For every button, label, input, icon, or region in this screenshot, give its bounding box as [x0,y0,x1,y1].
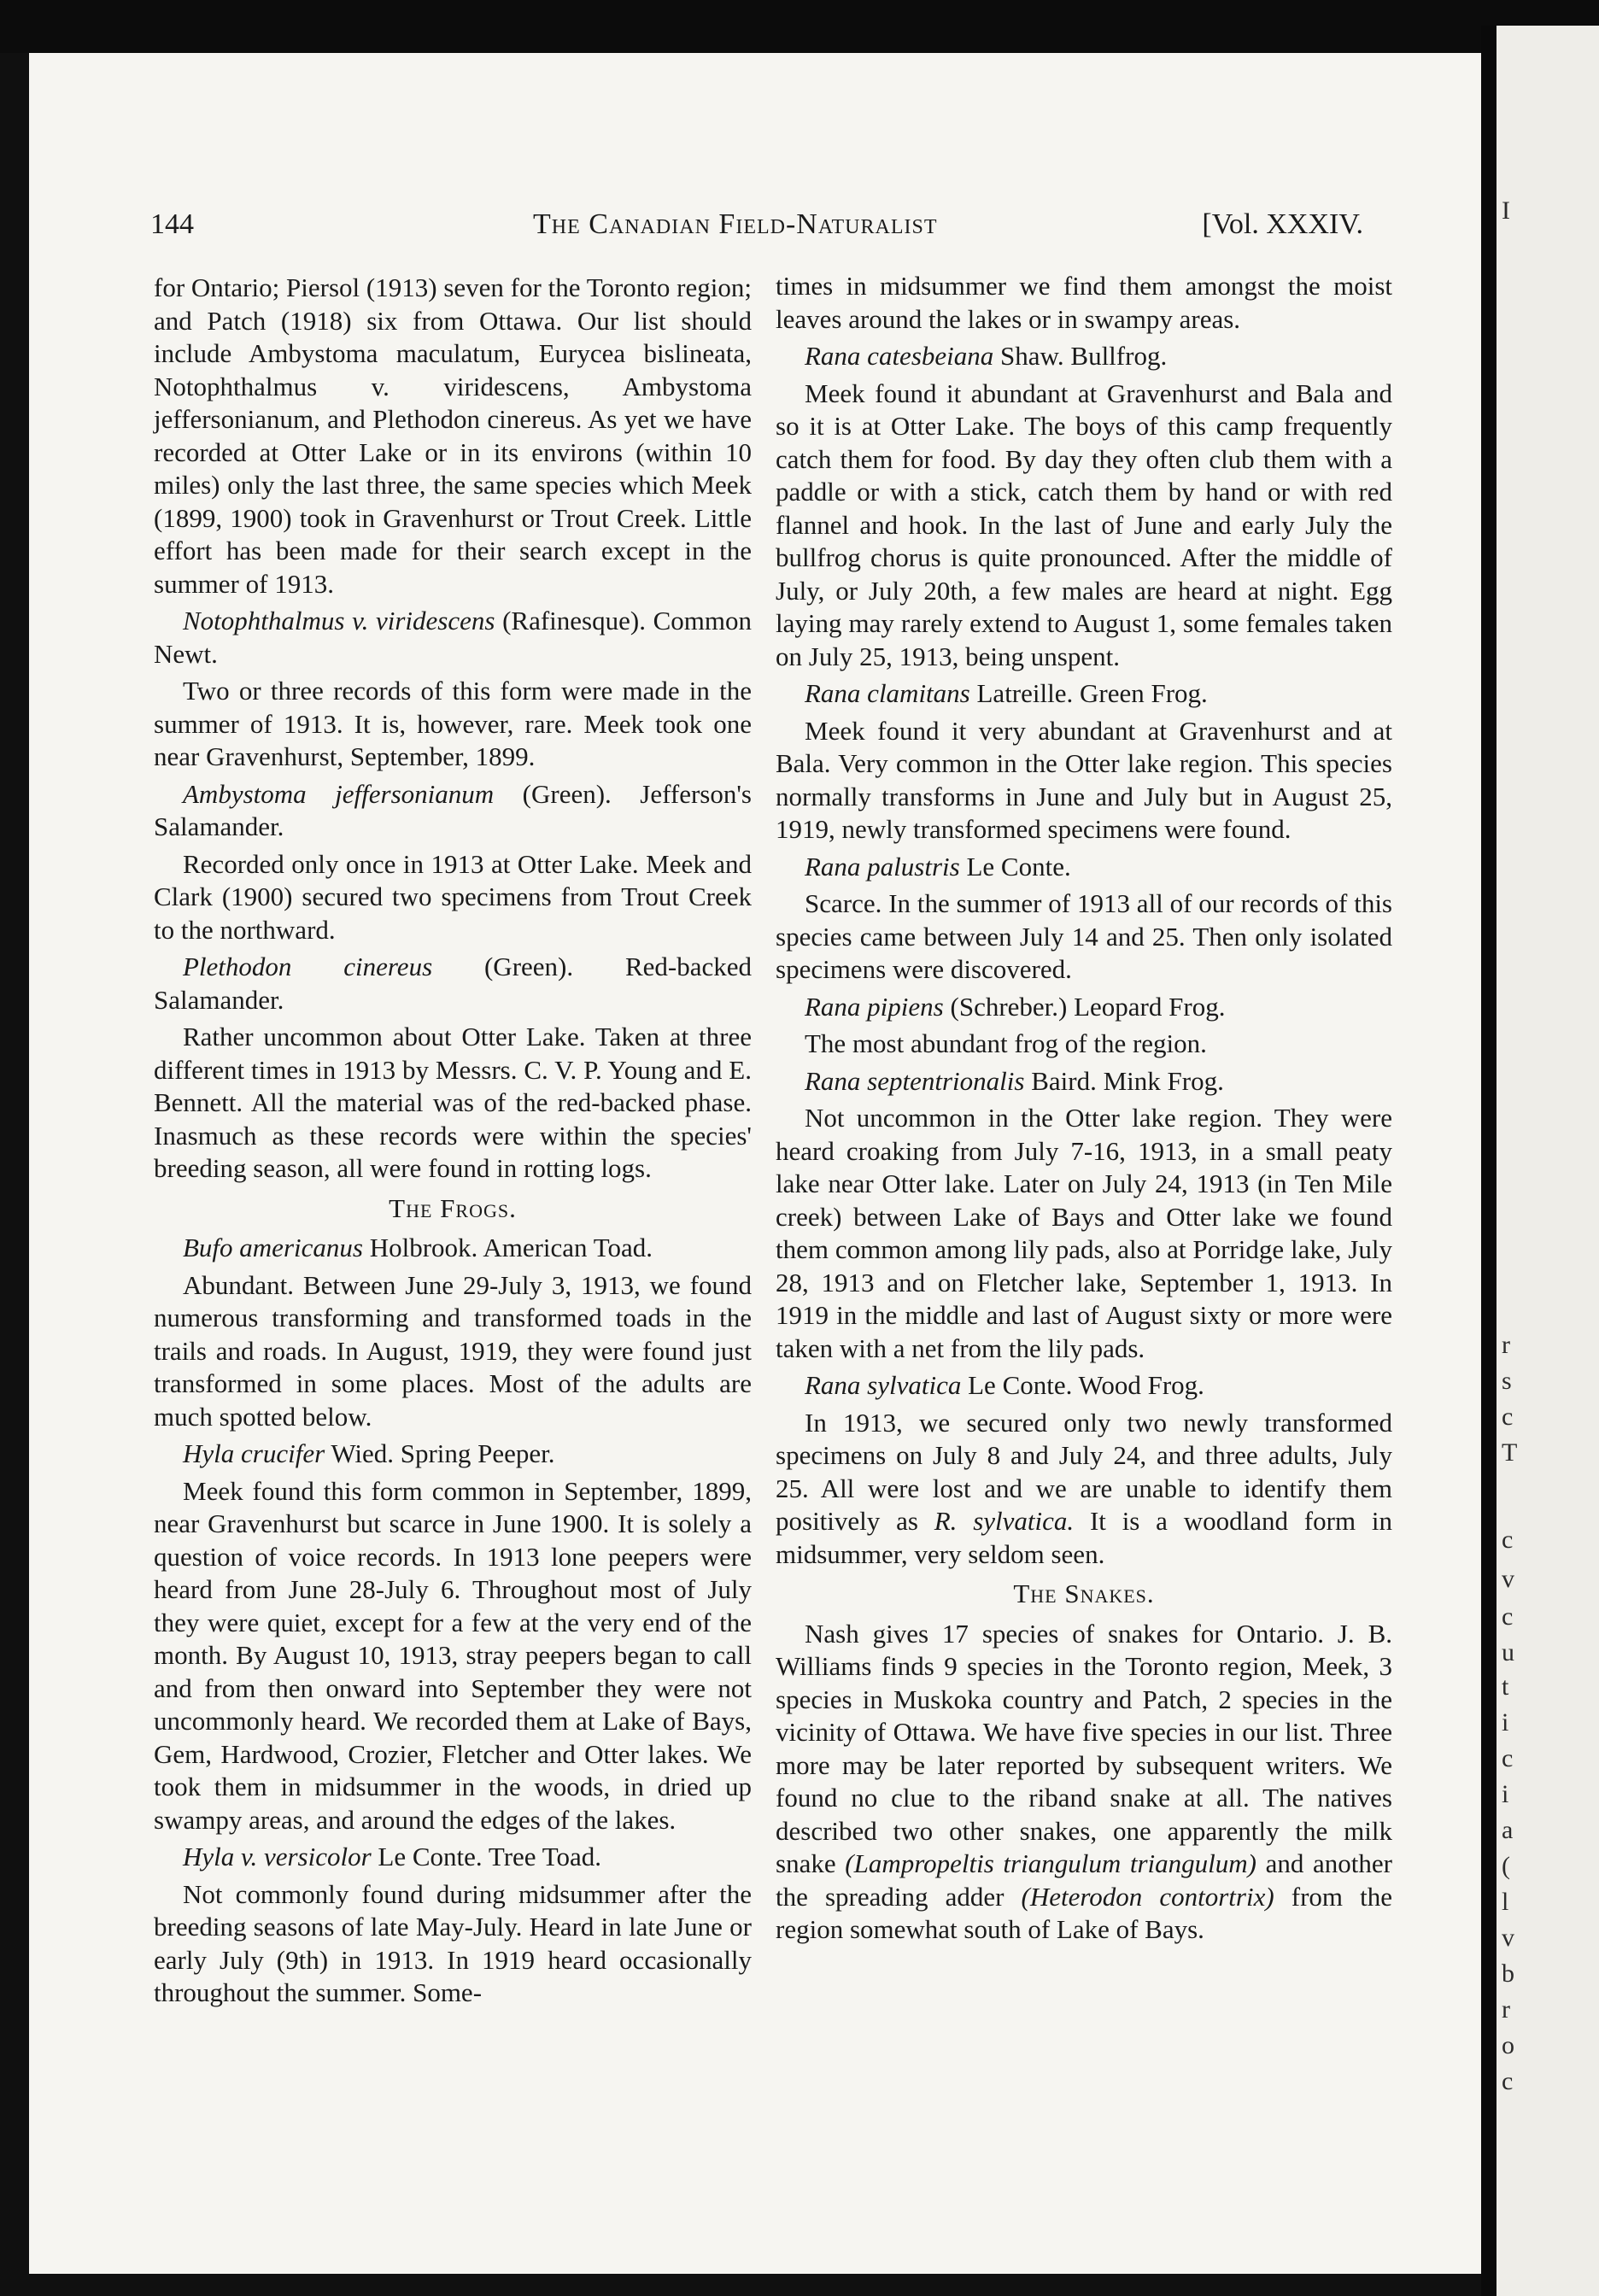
text-run: from the region somewhat south of Lake of Bays. [776,1881,1392,1944]
paragraph: Not uncommon in the Otter lake region. They were heard croaking from July 7-16, 1913, in a small peaty lake near Otter lake. Later on July 24, 1913 (in Ten Mile creek) between Lake of Bays and Otter lake we found them common among lily pads, also at Porridge lake, July 28, 1913 and on Fletcher lake, September 1, 1913. In 1919 in the middle and last of August sixty or more were taken with a net from the lily pads. [776,1103,1392,1363]
paragraph: Rather uncommon about Otter Lake. Taken at three different times in 1913 by Messrs. C. V. P. Young and E. Bennett. All the material was of the red-backed phase. Inasmuch as these records were within the species' breeding season, all were found in rotting logs. [154,1022,752,1183]
adjacent-page-letter: b [1502,1959,1514,1988]
species-name: Plethodon cinereus [183,952,433,981]
adjacent-page-letter: v [1502,1565,1514,1593]
paragraph: The most abundant frog of the region. [805,1028,1207,1058]
species-heading [776,677,1392,711]
scan-border-top [0,0,1599,53]
species-heading [154,1438,752,1471]
text-run: It is a woodland form in midsummer, very seldom seen. [776,1506,1392,1569]
journal-title [533,208,938,241]
adjacent-page-letter: u [1502,1638,1514,1666]
paragraph: Recorded only once in 1913 at Otter Lake. Meek and Clark (1900) secured two specimens from Trout Creek to the northward. [154,848,752,945]
adjacent-page-letter: o [1502,2031,1514,2059]
paragraph: for Ontario; Piersol (1913) seven for the Toronto region; and Patch (1918) six from Ottawa. Our list should include Ambystoma maculatum, Eurycea bislineata, Notophthalmus v. viridescens, Ambystoma jeffersonianum, and Plethodon cinereus. As yet we have recorded at Otter Lake or in its environs (within 10 miles) only the last three, the same species which Meek (1899, 1900) took in Gravenhurst or Trout Creek. Little effort has been made for their search except in the summer of 1913. [154,272,752,599]
species-heading [776,340,1392,373]
paragraph: times in midsummer we find them amongst the moist leaves around the lakes or in swampy areas. [776,271,1392,334]
species-authority: Holbrook. American Toad. [369,1233,653,1262]
species-name: Rana sylvatica [805,1370,962,1400]
volume-label: [Vol. XXXIV. [1202,208,1363,240]
page-number: 144 [150,208,194,240]
adjacent-page-letter: i [1502,1780,1509,1808]
species-authority: Latreille. Green Frog. [976,678,1208,708]
species-heading [154,605,752,671]
species-heading [154,1841,752,1874]
species-name: Rana palustris [805,851,960,882]
paragraph [776,1618,1392,1947]
adjacent-page-letter: r [1502,1331,1510,1359]
adjacent-page-letter: c [1502,1744,1514,1772]
species-name-inline: R. sylvatica. [934,1506,1075,1536]
adjacent-page-letter: s [1502,1367,1512,1395]
paragraph [776,1407,1392,1572]
species-heading [776,991,1392,1024]
adjacent-page-letter: r [1502,1995,1510,2024]
adjacent-page-letter: I [1502,196,1510,225]
adjacent-page-letter: i [1502,1708,1509,1737]
species-heading [776,1065,1392,1098]
section-heading-snakes: The Snakes. [1013,1578,1155,1608]
adjacent-page-letter: ( [1502,1852,1510,1880]
species-name: Notophthalmus v. viridescens [183,606,495,636]
adjacent-page-letter: c [1502,1526,1514,1554]
paragraph: Meek found it abundant at Gravenhurst and Bala and so it is at Otter Lake. The boys of this camp frequently catch them for food. By day they often club them with a paddle or with a stick, catch them by hand or with red flannel and hook. In the last of June and early July the bullfrog chorus is quite pronounced. After the middle of July, or July 20th, a few males are heard at night. Egg laying may rarely extend to August 1, some females taken on July 25, 1913, being unspent. [776,378,1392,671]
species-authority: Le Conte. Wood Frog. [968,1370,1204,1400]
paragraph: Meek found this form common in September, 1899, near Gravenhurst but scarce in June 1900. It is solely a question of voice records. In 1913 lone peepers were heard from June 28-July 6. Throughout most of July they were quiet, except for a few at the very end of the month. By August 10, 1913, stray peepers began to call and from then onward into September they were not uncommonly heard. We recorded them at Lake of Bays, Gem, Hardwood, Crozier, Fletcher and Otter lakes. We took them in midsummer in the woods, in dried up swampy areas, and around the edges of the lakes. [154,1475,752,1835]
species-authority: (Rafinesque). Common Newt. [154,606,752,669]
adjacent-page-letter: a [1502,1816,1514,1844]
adjacent-page-letter: T [1502,1438,1518,1467]
species-name-inline: (Heterodon contortrix) [1021,1881,1274,1912]
paragraph: Scarce. In the summer of 1913 all of our records of this species came between July 14 and 25. Then only isolated specimens were discovered. [776,888,1392,984]
species-name: Ambystoma jeffersonianum [183,778,495,809]
text-run: In 1913, we secured only two newly transformed specimens on July 8 and July 24, and three adults, July 25. All were lost and we are unable to identify them positively as [776,1407,1392,1536]
section-heading-frogs: The Frogs. [389,1192,517,1223]
species-authority: Wied. Spring Peeper. [331,1438,555,1468]
species-heading [154,778,752,844]
species-authority: (Schreber.) Leopard Frog. [950,991,1226,1022]
binding-gutter [1481,26,1496,2296]
species-authority: Le Conte. Tree Toad. [378,1842,602,1871]
adjacent-page-letter: c [1502,1602,1514,1631]
species-authority: Le Conte. [966,851,1071,882]
species-name: Rana catesbeiana [805,341,994,371]
species-name: Bufo americanus [183,1233,363,1262]
journal-title-text: The Canadian Field-Naturalist [533,208,938,240]
species-authority: (Green). Red-backed Salamander. [154,952,752,1015]
species-heading [776,1369,1392,1403]
species-name: Rana septentrionalis [805,1065,1025,1096]
right-column [776,270,1392,1951]
paragraph: Abundant. Between June 29-July 3, 1913, we found numerous transforming and transformed toads in the trails and roads. In August, 1919, they were found just transformed in some places. Most of the adults are much spotted below. [154,1269,752,1432]
species-authority: (Green). Jefferson's Salamander. [154,778,752,841]
species-name: Hyla crucifer [183,1438,325,1468]
left-column [154,272,752,2014]
paragraph: Two or three records of this form were made in the summer of 1913. It is, however, rare. Meek took one near Gravenhurst, September, 1899. [154,676,752,771]
adjacent-page-letter: c [1502,1403,1514,1431]
species-heading [154,1232,752,1265]
text-run: and another the spreading adder [776,1848,1393,1912]
adjacent-page-letter: c [1502,2067,1514,2095]
species-name: Rana pipiens [805,991,944,1022]
species-authority: Baird. Mink Frog. [1031,1065,1224,1096]
paragraph: Not commonly found during midsummer after the breeding seasons of late May-July. Heard in late June or early July (9th) in 1913. In 1919 heard occasionally throughout the summer. Some- [154,1878,752,2007]
species-heading [154,951,752,1016]
adjacent-page-letter: l [1502,1888,1509,1916]
species-name: Rana clamitans [805,678,970,708]
running-header [150,208,1370,251]
paragraph: Meek found it very abundant at Gravenhurst and at Bala. Very common in the Otter lake region. This species normally transforms in June and July but in August 25, 1919, newly transformed specimens were found. [776,715,1392,844]
species-name-inline: (Lampropeltis triangulum triangulum) [845,1848,1256,1878]
adjacent-page-edge [1496,26,1599,2296]
adjacent-page-letter: v [1502,1924,1514,1952]
species-heading [776,851,1392,884]
adjacent-page-letter: t [1502,1672,1509,1701]
text-run: Nash gives 17 species of snakes for Ontario. J. B. Williams finds 9 species in the Toronto region, Meek, 3 species in Muskoka country and Patch, 2 species in the vicinity of Ottawa. We have five species in our list. Three more may be later reported by subsequent writers. We found no clue to the riband snake at all. The natives described two other snakes, one apparently the milk snake [776,1618,1392,1878]
species-authority: Shaw. Bullfrog. [1000,341,1168,371]
species-name: Hyla v. versicolor [183,1842,372,1871]
